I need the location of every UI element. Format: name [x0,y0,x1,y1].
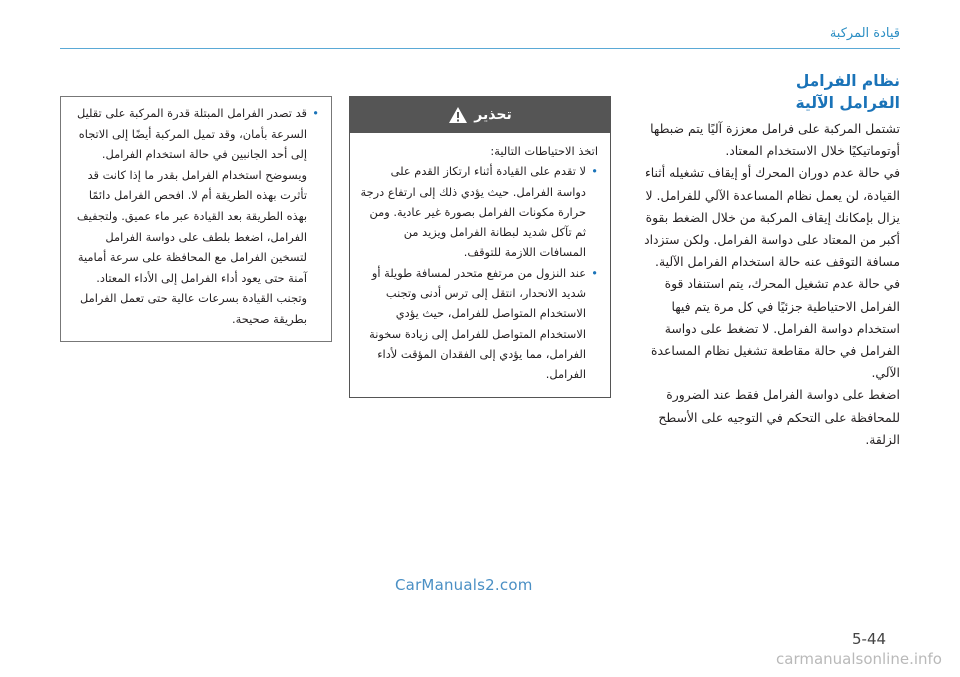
warning-list [360,161,598,384]
section-title: نظام الفرامل [795,72,900,90]
warning-box [349,96,611,398]
main-column [628,70,900,451]
paragraph: في حالة عدم دوران المحرك أو إيقاف تشغيله أثناء القيادة، لن يعمل نظام المساعدة الآلي للفرامل. لا يزال بإمكانك إيقاف المركبة من خلال الضغط بقوة أكبر من المعتاد على دواسة الفرامل. ولكن ستزداد مسافة التوقف عنه حالة استخدام الفرامل الآلية. [644,165,900,270]
warning-header [350,97,610,133]
note-list [71,103,319,330]
paragraph: في حالة عدم تشغيل المحرك، يتم استنفاد قوة الفرامل الاحتياطية جزئيًا في كل مرة يتم فيها استخدام دواسة الفرامل. لا تضغط على دواسة الفرامل في حالة مقاطعة تشغيل نظام المساعدة الآلي. [651,276,900,381]
warning-item: • عند النزول من مرتفع متحدر لمسافة طويلة أو شديد الانحدار، انتقل إلى ترس أدنى وتجنب الاستخدام المتواصل للفرامل، حيث يؤدي الاستخدام المتواصل للفرامل إلى زيادة سخونة الفرامل، مما يؤدي إلى الفقدان المؤقت لأداء الفرامل. [360,263,598,385]
warning-intro: اتخذ الاحتياطات التالية: [490,144,598,158]
page-number: 5-44 [852,630,887,648]
running-header: قيادة المركبة [829,26,900,41]
footer-site: carmanualsonline.info [776,650,942,668]
paragraph: اضغط على دواسة الفرامل فقط عند الضرورة للمحافظة على التحكم في التوجيه على الأسطح الزلقة. [658,387,900,447]
header-rule [60,48,900,49]
note-item: • قد تصدر الفرامل المبتلة قدرة المركبة على تقليل السرعة بأمان، وقد تميل المركبة أيضًا إلى الاتجاه إلى أحد الجانبين في حالة استخدام الفرامل. ويسوضح استخدام الفرامل بقدر ما إذا كانت قد تأثرت بهذه الطريقة أم لا. افحص الفرامل دائمًا بهذه الطريقة بعد القيادة عبر ماء عميق. ولتجفيف الفرامل، اضغط بلطف على دواسة الفرامل لتسخين الفرامل مع المحافظة على سرعة أمامية آمنة حتى يعود أداء الفرامل إلى الأداء المعتاد. وتجنب القيادة بسرعات عالية حتى تعمل الفرامل بطريقة صحيحة. [71,103,319,330]
section-body [628,118,900,451]
watermark: CarManuals2.com [395,576,533,594]
note-box [60,96,332,342]
warning-item: • لا تقدم على القيادة أثناء ارتكاز القدم على دواسة الفرامل. حيث يؤدي ذلك إلى ارتفاع درجة حرارة مكونات الفرامل بصورة غير عادية. ومن ثم تآكل شديد لبطانة الفرامل ويزيد من المسافات اللازمة للتوقف. [360,161,598,262]
paragraph: تشتمل المركبة على فرامل معززة آليًا يتم ضبطها أوتوماتيكيًا خلال الاستخدام المعتاد. [650,121,900,159]
warning-body [350,133,610,391]
warning-label: تحذير [474,107,512,123]
warning-triangle-icon [448,106,468,124]
section-subtitle: الفرامل الآلية [795,94,900,112]
note-body [61,97,331,336]
